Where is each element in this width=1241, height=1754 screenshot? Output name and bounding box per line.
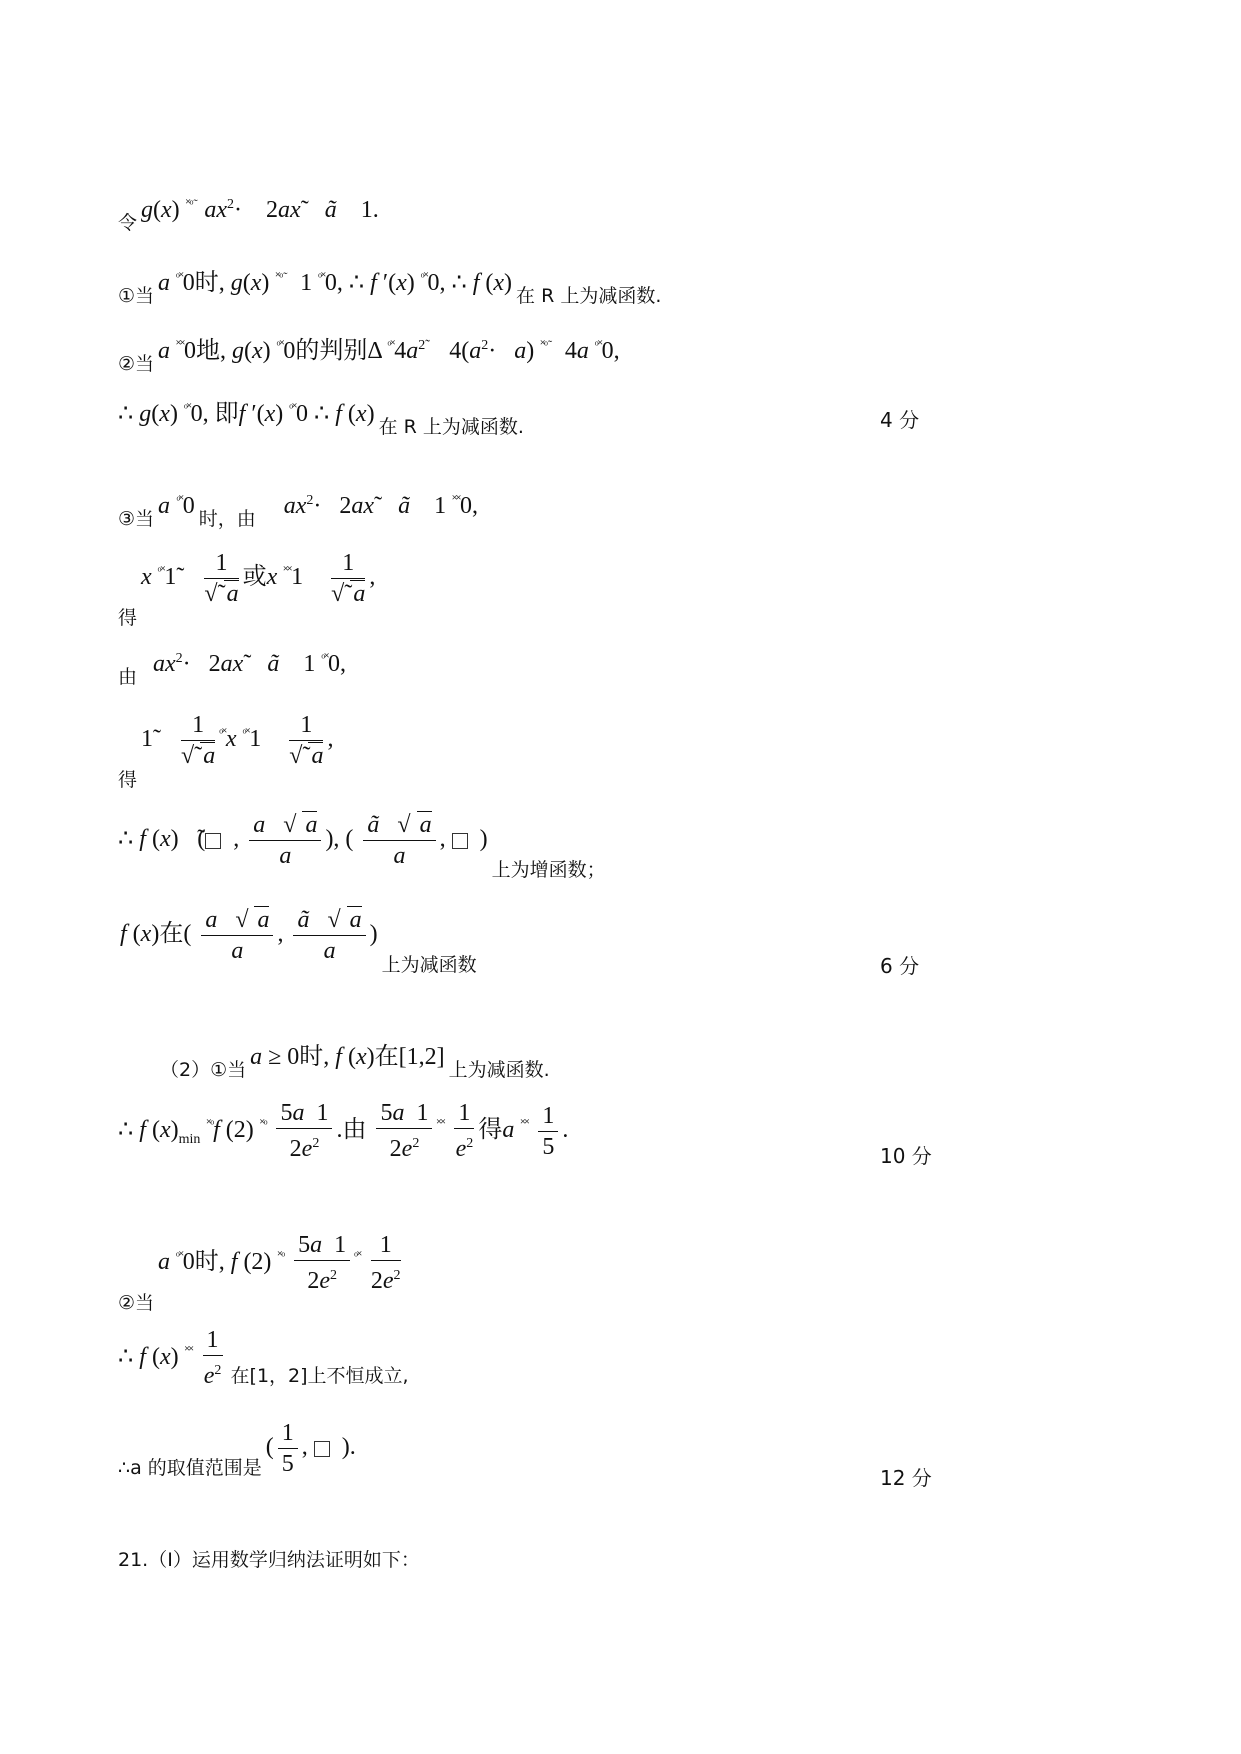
line-2-label: ①当 — [118, 285, 155, 307]
line-8 — [118, 710, 334, 792]
line-1-expr: g(x) $^{˟ᵒ̃}$ $ax^2\cdot$ 2ax̃ ã 1. — [141, 196, 379, 223]
line-11 — [160, 1036, 550, 1081]
line-3-label: ②当 — [118, 353, 155, 375]
line-6-expr: x $^{ᵒ˟}$1̃ $\frac{1}{√̃ a}$ 或x ˟˟1 $\frac{1}{√̃ a}$ , — [141, 550, 376, 607]
line-12-expr: ∴ f $(x)_{min}$ $^{˟ᵒ}$f (2) $^{˟ᵒ}$ $\frac{5a 1}{2e^2}$ .由 $\frac{5a 1}{2e^2}$ ˟˟ $\frac{1}{e^2}$ 得a ˟˟ $\frac{1}{5}$ . — [118, 1100, 569, 1162]
line-5-mid: 时，由 — [198, 508, 256, 530]
line-9-tail: 上为增函数； — [491, 859, 606, 882]
line-10 — [120, 905, 477, 977]
line-15 — [118, 1418, 356, 1479]
line-2 — [118, 262, 662, 307]
line-8-label: 得 — [118, 769, 138, 792]
line-5-a: a $^{ᵒ˟}$0 — [158, 492, 195, 519]
line-3 — [118, 330, 620, 375]
line-4-tail: 在 R 上为减函数. — [378, 416, 524, 438]
score-4: 4 分 — [880, 408, 920, 432]
line-11-expr: a ≥ 0时, f (x)在[1,2] — [250, 1044, 445, 1070]
line-11-tail: 上为减函数. — [448, 1059, 550, 1081]
line-14-tail: 在[1，2]上不恒成立, — [230, 1364, 409, 1387]
score-12: 12 分 — [880, 1466, 932, 1490]
line-10-tail: 上为减函数 — [381, 954, 477, 977]
line-15-expr: ( $\frac{1}{5}$ , ). — [265, 1420, 356, 1477]
line-16: 21.（I）运用数学归纳法证明如下： — [118, 1549, 420, 1571]
line-13-expr: a $^{ᵒ˟}$0时, f (2) $^{˟ᵒ}$ $\frac{5a 1}{2e^2}$ $^{ᵒ˟}$ $\frac{1}{2e^2}$ — [158, 1232, 401, 1294]
line-9 — [118, 810, 606, 882]
missing-glyph-icon — [205, 833, 221, 849]
missing-glyph-icon — [452, 833, 468, 849]
line-12 — [118, 1098, 568, 1164]
line-13 — [118, 1230, 405, 1314]
missing-glyph-icon — [314, 1441, 330, 1457]
line-7 — [118, 650, 347, 688]
line-11-label: （2）①当 — [160, 1059, 247, 1081]
line-14 — [118, 1325, 409, 1391]
score-6: 6 分 — [880, 954, 920, 978]
line-2-tail: 在 R 上为减函数. — [516, 285, 662, 307]
line-2-expr: a $^{ᵒ˟}$0时, g(x) $^{˟ᵒ̃}$ 1 $^{ᵒ˟}$0, ∴ f ′(x) $^{ᵒ˟}$0, ∴ f (x) — [158, 269, 513, 296]
line-8-expr: 1̃ $\frac{1}{√̃ a}$ $^{ᵒ˟}$x $^{ᵒ˟}$1 $\frac{1}{√̃ a}$ , — [141, 712, 334, 769]
line-1-label: 令 — [118, 212, 138, 234]
line-5-expr: $ax^2\cdot$ 2ax̃ ã 1 ˟˟0, — [283, 492, 478, 519]
line-6-label: 得 — [118, 607, 138, 630]
line-15-label: ∴a 的取值范围是 — [118, 1457, 262, 1480]
score-10: 10 分 — [880, 1144, 932, 1168]
line-5 — [118, 492, 478, 530]
line-13-label: ②当 — [118, 1291, 155, 1314]
line-5-label: ③当 — [118, 508, 155, 530]
line-1 — [118, 196, 379, 234]
line-6 — [118, 548, 376, 630]
line-7-expr: $ax^2\cdot$ 2ax̃ ã 1 $^{ᵒ˟}$0, — [153, 650, 347, 677]
line-14-expr: ∴ f (x) ˟˟ $\frac{1}{e^2}$ — [118, 1327, 222, 1389]
line-9-expr: ∴ f (x)在̃( , $\frac{a √ a}{a}$ ), ( $\frac{ã √ a}{a}$ , ) — [118, 812, 488, 869]
line-7-label: 由 — [118, 666, 138, 688]
line-10-expr: f (x)在( $\frac{a √ a}{a}$ , $\frac{ã √ a}{a}$ ) — [120, 907, 378, 964]
line-4 — [118, 393, 524, 438]
line-3-expr: a ˟˟0地, g(x) $^{ᵒ˟}$0的判别Δ $^{ᵒ˟}4a^{2̃}$ $4(a^2\cdot a)$ $^{˟ᵒ̃}$ 4a $^{ᵒ˟}$0, — [158, 337, 620, 364]
line-4-expr: ∴ g(x) $^{ᵒ˟}$0, 即f ′(x) $^{ᵒ˟}$0 ∴ f (x) — [118, 400, 375, 427]
